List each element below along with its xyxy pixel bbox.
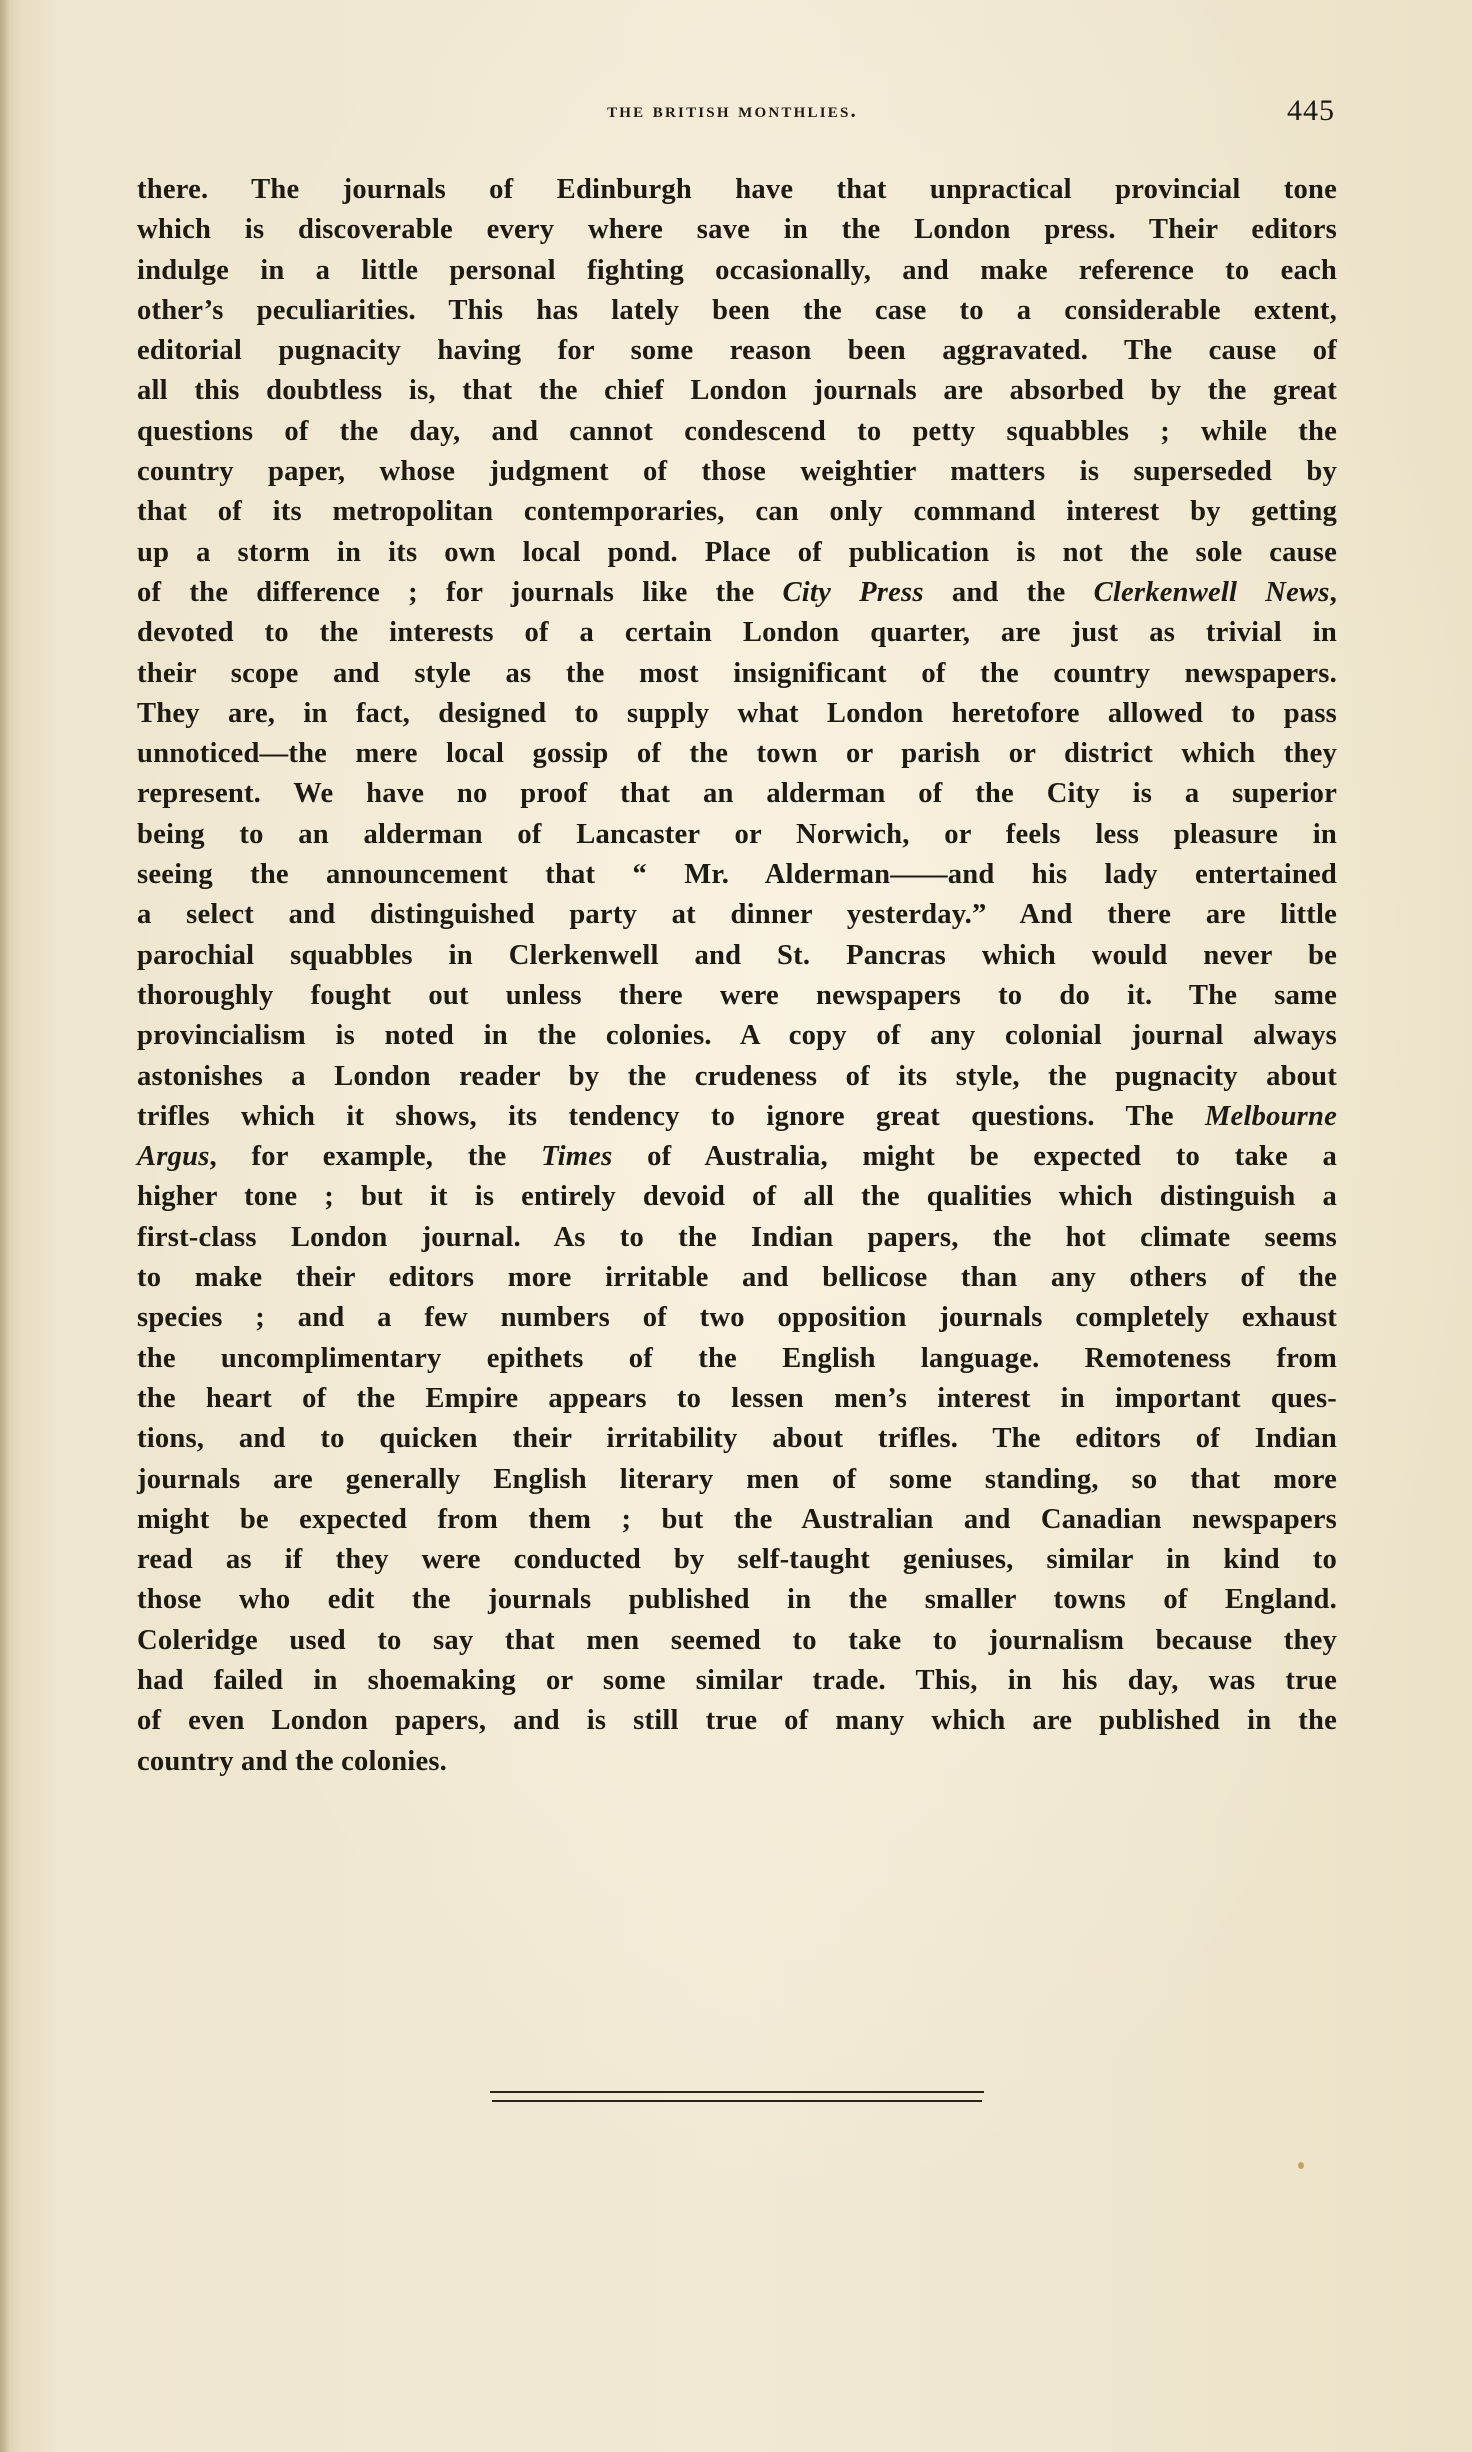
text-run: the heart of the Empire appears to lessen men’s interest in important ques- xyxy=(137,1382,1337,1414)
text-line xyxy=(137,1298,1337,1338)
text-run: astonishes a London reader by the crudeness of its style, the pugnacity about xyxy=(137,1060,1337,1092)
text-run: higher tone ; but it is entirely devoid of all the qualities which distinguish a xyxy=(137,1181,1337,1213)
text-line xyxy=(137,895,1337,935)
text-line xyxy=(137,1419,1337,1459)
text-run: of the difference ; for journals like the xyxy=(137,576,783,608)
text-run: there. The journals of Edinburgh have that unpractical provincial tone xyxy=(137,174,1337,205)
text-run: read as if they were conducted by self-taught geniuses, similar in kind to xyxy=(137,1544,1337,1576)
text-line xyxy=(137,936,1337,976)
text-line xyxy=(137,573,1337,613)
text-run: unnoticed—the mere local gossip of the town or parish or district which they xyxy=(137,738,1337,770)
section-rule-thick xyxy=(490,2091,984,2093)
text-run: , for example, the xyxy=(209,1141,542,1173)
text-line xyxy=(137,1057,1337,1097)
text-run: which is discoverable every where save in the London press. Their editors xyxy=(137,214,1337,246)
text-line xyxy=(137,492,1337,532)
text-line xyxy=(137,1016,1337,1056)
text-line xyxy=(137,1218,1337,1258)
text-run: country paper, whose judgment of those weightier matters is superseded by xyxy=(137,456,1337,488)
text-line xyxy=(137,1540,1337,1580)
text-line xyxy=(137,533,1337,573)
text-line xyxy=(137,1500,1337,1540)
text-run: tions, and to quicken their irritability about trifles. The editors of Indian xyxy=(137,1423,1337,1455)
binding-gutter xyxy=(0,0,10,2452)
text-run: questions of the day, and cannot condescend to petty squabbles ; while the xyxy=(137,415,1337,447)
text-line xyxy=(137,1661,1337,1701)
text-line xyxy=(137,251,1337,291)
text-line xyxy=(137,815,1337,855)
text-run: , xyxy=(1329,576,1337,608)
text-line xyxy=(137,1097,1337,1137)
text-run: that of its metropolitan contemporaries, can only command interest by getting xyxy=(137,496,1337,528)
text-run: They are, in fact, designed to supply what London heretofore allowed to pass xyxy=(137,697,1337,729)
text-run: trifles which it shows, its tendency to ignore great questions. The xyxy=(137,1100,1205,1132)
text-line xyxy=(137,371,1337,411)
page-number: 445 xyxy=(1287,94,1335,127)
text-run: might be expected from them ; but the Australian and Canadian newspapers xyxy=(137,1503,1337,1535)
text-line xyxy=(137,613,1337,653)
text-run: to make their editors more irritable and bellicose than any others of the xyxy=(137,1262,1337,1294)
text-run: country and the colonies. xyxy=(137,1745,448,1777)
text-run: represent. We have no proof that an alderman of the City is a superior xyxy=(137,778,1337,810)
text-run: of even London papers, and is still true of many which are published in the xyxy=(137,1705,1337,1737)
italic-title: Argus xyxy=(137,1141,210,1173)
text-run: being to an alderman of Lancaster or Norwich, or feels less pleasure in xyxy=(137,818,1337,850)
text-run: had failed in shoemaking or some similar trade. This, in his day, was true xyxy=(137,1664,1337,1696)
text-line xyxy=(137,694,1337,734)
paper-speck xyxy=(1298,2162,1304,2169)
text-line xyxy=(137,452,1337,492)
italic-title: Clerkenwell News xyxy=(1093,576,1330,608)
text-line xyxy=(137,774,1337,814)
text-run: Coleridge used to say that men seemed to take to journalism because they xyxy=(137,1624,1337,1656)
italic-title: Melbourne xyxy=(1204,1100,1337,1132)
text-run: other’s peculiarities. This has lately been the case to a considerable extent, xyxy=(137,294,1337,326)
text-run: a select and distinguished party at dinner yesterday.” And there are little xyxy=(137,899,1337,931)
text-line xyxy=(137,291,1337,331)
text-run: those who edit the journals published in the smaller towns of England. xyxy=(137,1584,1337,1616)
text-line xyxy=(137,1701,1337,1741)
text-run: parochial squabbles in Clerkenwell and St. Pancras which would never be xyxy=(137,939,1337,971)
text-run: of Australia, might be expected to take a xyxy=(612,1141,1337,1173)
italic-title: Times xyxy=(541,1141,613,1173)
text-run: indulge in a little personal fighting occasionally, and make reference to each xyxy=(137,254,1337,286)
text-run: thoroughly fought out unless there were newspapers to do it. The same xyxy=(137,979,1337,1011)
text-line xyxy=(137,170,1337,210)
text-line xyxy=(137,734,1337,774)
text-line xyxy=(137,1258,1337,1298)
text-run: species ; and a few numbers of two opposition journals completely exhaust xyxy=(137,1302,1337,1334)
text-line xyxy=(137,1177,1337,1217)
text-run: editorial pugnacity having for some reason been aggravated. The cause of xyxy=(137,335,1337,367)
text-run: seeing the announcement that “ Mr. Alderman——and his lady entertained xyxy=(137,859,1337,891)
running-title: the british monthlies. xyxy=(607,98,858,122)
text-line xyxy=(137,331,1337,371)
text-run: first-class London journal. As to the Indian papers, the hot climate seems xyxy=(137,1221,1337,1253)
text-run: their scope and style as the most insignificant of the country newspapers. xyxy=(137,657,1337,689)
text-line xyxy=(137,412,1337,452)
text-run: the uncomplimentary epithets of the English language. Remoteness from xyxy=(137,1342,1337,1374)
text-line xyxy=(137,654,1337,694)
section-rule-thin xyxy=(492,2100,982,2102)
text-line xyxy=(137,210,1337,250)
text-line xyxy=(137,976,1337,1016)
text-line xyxy=(137,1460,1337,1500)
body-text xyxy=(137,170,1337,1782)
text-line xyxy=(137,1580,1337,1620)
text-line xyxy=(137,1621,1337,1661)
text-line xyxy=(137,1339,1337,1379)
text-run: up a storm in its own local pond. Place of publication is not the sole cause xyxy=(137,536,1337,568)
text-line xyxy=(137,855,1337,895)
text-line xyxy=(137,1137,1337,1177)
italic-title: City Press xyxy=(782,576,924,608)
text-line xyxy=(137,1379,1337,1419)
text-run: devoted to the interests of a certain London quarter, are just as trivial in xyxy=(137,617,1337,649)
text-run: and the xyxy=(923,576,1094,608)
text-run: provincialism is noted in the colonies. A copy of any colonial journal always xyxy=(137,1020,1337,1052)
running-head xyxy=(130,94,1335,134)
text-line xyxy=(137,1742,1337,1782)
text-run: all this doubtless is, that the chief London journals are absorbed by the great xyxy=(137,375,1337,407)
text-run: journals are generally English literary men of some standing, so that more xyxy=(137,1463,1337,1495)
